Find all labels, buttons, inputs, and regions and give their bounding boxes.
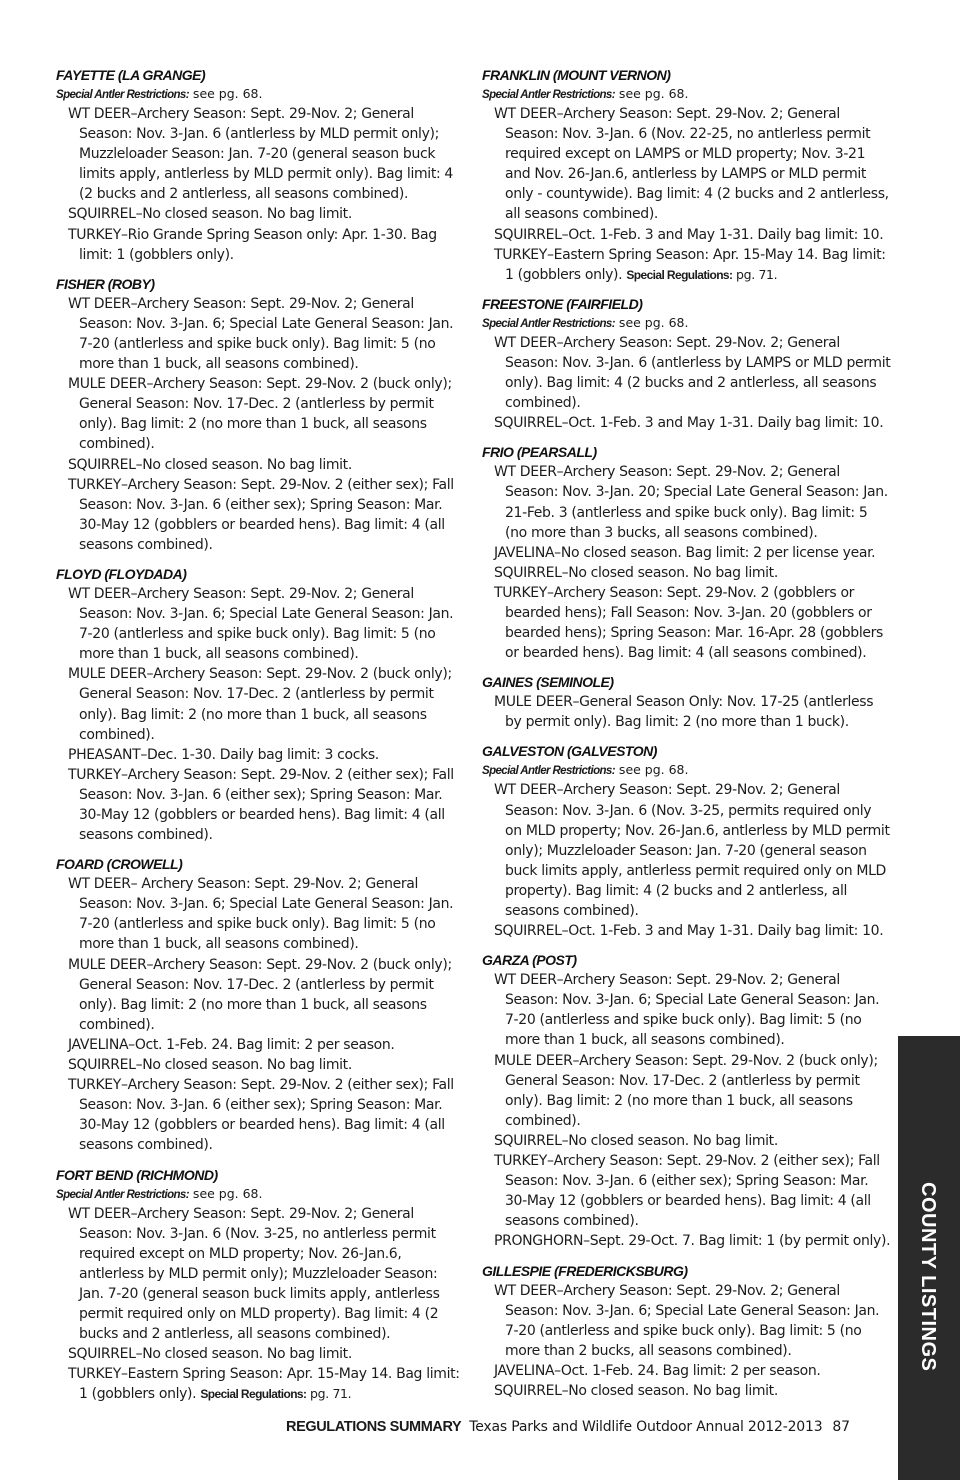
county-title: FREESTONE (FAIRFIELD) [482, 295, 643, 312]
note-text: see pg. 68. [188, 86, 263, 101]
left-column [56, 66, 464, 1414]
regulation-entry: MULE DEER–Archery Season: Sept. 29-Nov. 2 (buck only); General Season: Nov. 17-Dec. 2 (antlerless by permit only). Bag limit: 2 (no more than 1 buck, all seasons combined). [68, 376, 452, 453]
regulation-entry: TURKEY–Archery Season: Sept. 29-Nov. 2 (either sex); Fall Season: Nov. 3-Jan. 6 (either sex); Spring Season: Mar. 30-May 12 (gobblers or bearded hens). Bag limit: 4 (all seasons combined). [68, 766, 454, 844]
regulation-entry: WT DEER–Archery Season: Sept. 29-Nov. 2; General Season: Nov. 3-Jan. 6; Special Late General Season: Jan. 7-20 (antlerless and spike buck only). Bag limit: 5 (no more than 1 buck, all seasons combined). [68, 295, 454, 373]
county-title: FISHER (ROBY) [56, 275, 155, 292]
county-section [482, 1262, 892, 1402]
note-text: see pg. 68. [188, 1185, 263, 1201]
county-title: FLOYD (FLOYDADA) [56, 565, 187, 582]
regulation-entry: SQUIRREL–Oct. 1-Feb. 3 and May 1-31. Daily bag limit: 10. [494, 226, 884, 243]
special-antler-restrictions-note [482, 761, 892, 780]
regulation-entry: WT DEER–Archery Season: Sept. 29-Nov. 2; General Season: Nov. 3-Jan. 20; Special Late General Season: Jan. 21-Feb. 3 (antlerless and spike buck only). Bag limit: 5 (no more than 3 bucks, all seasons combined). [494, 464, 888, 541]
regulation-entry: MULE DEER–Archery Season: Sept. 29-Nov. 2 (buck only); General Season: Nov. 17-Dec. 2 (antlerless by permit only). Bag limit: 2 (no more than 1 buck, all seasons combined). [68, 666, 452, 743]
regulation-entry: MULE DEER–Archery Season: Sept. 29-Nov. 2 (buck only); General Season: Nov. 17-Dec. 2 (antlerless by permit only). Bag limit: 2 (no more than 1 buck, all seasons combined). [68, 956, 452, 1033]
note-text: see pg. 68. [614, 86, 689, 101]
special-regulations-page: pg. 71. [306, 1386, 352, 1402]
note-text: see pg. 68. [614, 314, 689, 330]
regulation-entry: MULE DEER–General Season Only: Nov. 17-25 (antlerless by permit only). Bag limit: 2 (no more than 1 buck). [494, 694, 874, 731]
regulation-entry: TURKEY–Archery Season: Sept. 29-Nov. 2 (either sex); Fall Season: Nov. 3-Jan. 6 (either sex); Spring Season: Mar. 30-May 12 (gobblers or bearded hens). Bag limit: 4 (all seasons combined). [68, 1077, 454, 1154]
county-title: FAYETTE (LA GRANGE) [56, 67, 206, 83]
special-antler-restrictions-note [482, 85, 892, 104]
right-column [482, 66, 892, 1411]
regulation-entry: WT DEER–Archery Season: Sept. 29-Nov. 2; General Season: Nov. 3-Jan. 6 (antlerless by MLD permit only); Muzzleloader Season: Jan. 7-20 (general season buck limits apply, antlerless by MLD permit only). Bag limit: 4 (2 bucks and 2 antlerless, all seasons combined). [68, 106, 453, 203]
note-text: see pg. 68. [614, 762, 689, 778]
regulation-entry: WT DEER–Archery Season: Sept. 29-Nov. 2; General Season: Nov. 3-Jan. 6 (Nov. 3-25, no antlerless permit required except on MLD property; Nov. 26-Jan.6, antlerless by MLD permit only); Muzzleloader Season: Jan. 7-20 (general season buck limits apply, antlerless permit required only on MLD property). Bag limit: 4 (2 bucks and 2 antlerless, all seasons combined). [68, 1205, 440, 1343]
county-title: GALVESTON (GALVESTON) [482, 743, 657, 760]
regulation-entry: SQUIRREL–No closed season. No bag limit. [68, 206, 352, 223]
county-title: FORT BEND (RICHMOND) [56, 1166, 218, 1183]
special-antler-restrictions-note [56, 85, 464, 104]
county-section [56, 855, 464, 1155]
regulation-entry: TURKEY–Archery Season: Sept. 29-Nov. 2 (either sex); Fall Season: Nov. 3-Jan. 6 (either sex); Spring Season: Mar. 30-May 12 (gobblers or bearded hens). Bag limit: 4 (all seasons combined). [68, 476, 454, 553]
regulation-entry: WT DEER–Archery Season: Sept. 29-Nov. 2; General Season: Nov. 3-Jan. 6; Special Late General Season: Jan. 7-20 (antlerless and spike buck only). Bag limit: 5 (no more than 1 buck, all seasons combined). [494, 972, 880, 1049]
regulation-entry: JAVELINA–Oct. 1-Feb. 24. Bag limit: 2 per season. [494, 1362, 821, 1379]
regulation-entry: SQUIRREL–No closed season. No bag limit. [494, 564, 778, 581]
note-label: Special Antler Restrictions: [482, 89, 615, 101]
county-section [482, 66, 892, 285]
regulation-entry: PHEASANT–Dec. 1-30. Daily bag limit: 3 cocks. [68, 746, 379, 763]
entry-text: TURKEY–Eastern Spring Season: Apr. 15-May 14. Bag limit: 1 (gobblers only). [68, 1366, 460, 1403]
regulation-entry: WT DEER– Archery Season: Sept. 29-Nov. 2; General Season: Nov. 3-Jan. 6; Special Late General Season: Jan. 7-20 (antlerless and spike buck only). Bag limit: 5 (no more than 1 buck, all seasons combined). [68, 876, 454, 953]
county-title: GILLESPIE (FREDERICKSBURG) [482, 1262, 688, 1279]
regulation-entry: PRONGHORN–Sept. 29-Oct. 7. Bag limit: 1 (by permit only). [494, 1233, 891, 1250]
special-antler-restrictions-note [56, 1185, 464, 1204]
regulation-entry: WT DEER–Archery Season: Sept. 29-Nov. 2; General Season: Nov. 3-Jan. 6; Special Late General Season: Jan. 7-20 (antlerless and spike buck only). Bag limit: 5 (no more than 1 buck, all seasons combined). [68, 585, 454, 663]
regulation-entry: SQUIRREL–Oct. 1-Feb. 3 and May 1-31. Daily bag limit: 10. [494, 923, 884, 940]
special-antler-restrictions-note [482, 314, 892, 333]
county-section [482, 443, 892, 663]
regulation-entry: TURKEY–Archery Season: Sept. 29-Nov. 2 (either sex); Fall Season: Nov. 3-Jan. 6 (either sex); Spring Season: Mar. 30-May 12 (gobblers or bearded hens). Bag limit: 4 (all seasons combined). [494, 1153, 880, 1230]
footer-label: REGULATIONS SUMMARY [286, 1419, 462, 1435]
regulation-entry: WT DEER–Archery Season: Sept. 29-Nov. 2; General Season: Nov. 3-Jan. 6 (Nov. 3-25, permits required only on MLD property; Nov. 26-Jan.6, antlerless by MLD permit only); Muzzleloader Season: Jan. 7-20 (general season buck limits apply, antlerless permit required only on MLD property). Bag limit: 4 (2 bucks and 2 antlerless, all seasons combined). [494, 782, 890, 919]
county-section [56, 565, 464, 845]
special-regulations-page: pg. 71. [732, 266, 778, 282]
regulation-entry: JAVELINA–No closed season. Bag limit: 2 per license year. [494, 544, 876, 561]
note-label: Special Antler Restrictions: [56, 1188, 189, 1201]
page-number: 87 [832, 1419, 850, 1435]
regulation-entry: SQUIRREL–No closed season. No bag limit. [494, 1382, 778, 1399]
regulation-entry: WT DEER–Archery Season: Sept. 29-Nov. 2; General Season: Nov. 3-Jan. 6 (antlerless by LAMPS or MLD permit only). Bag limit: 4 (2 bucks and 2 antlerless, all seasons combined). [494, 334, 891, 412]
regulation-entry: MULE DEER–Archery Season: Sept. 29-Nov. 2 (buck only); General Season: Nov. 17-Dec. 2 (antlerless by permit only). Bag limit: 2 (no more than 1 buck, all seasons combined). [494, 1052, 878, 1129]
county-section [482, 673, 892, 732]
regulation-entry: SQUIRREL–No closed season. No bag limit. [68, 1346, 352, 1363]
regulation-entry: SQUIRREL–Oct. 1-Feb. 3 and May 1-31. Daily bag limit: 10. [494, 415, 884, 432]
note-label: Special Antler Restrictions: [56, 89, 189, 101]
regulation-entry: SQUIRREL–No closed season. No bag limit. [494, 1132, 778, 1149]
special-regulations-label: Special Regulations: [626, 267, 733, 282]
regulation-entry [56, 1364, 464, 1404]
regulation-entry: WT DEER–Archery Season: Sept. 29-Nov. 2; General Season: Nov. 3-Jan. 6 (Nov. 22-25, no antlerless permit required except on LAMPS or MLD property; Nov. 3-21 and Nov. 26-Jan.6, antlerless by LAMPS or MLD permit only - countywide). Bag limit: 4 (2 bucks and 2 antlerless, all seasons combined). [494, 106, 889, 223]
regulation-entry: JAVELINA–Oct. 1-Feb. 24. Bag limit: 2 per season. [68, 1036, 395, 1053]
regulation-entry: SQUIRREL–No closed season. No bag limit. [68, 456, 352, 473]
regulation-entry: TURKEY–Archery Season: Sept. 29-Nov. 2 (gobblers or bearded hens); Fall Season: Nov. 3-Jan. 20 (gobblers or bearded hens); Spring Season: Mar. 16-Apr. 28 (gobblers or bearded hens). Bag limit: 4 (all seasons combined). [494, 584, 883, 662]
county-title: FOARD (CROWELL) [56, 856, 183, 873]
note-label: Special Antler Restrictions: [482, 317, 615, 330]
county-section [56, 66, 464, 265]
side-tab [898, 1036, 960, 1480]
footer-publication: Texas Parks and Wildlife Outdoor Annual 2012-2013 [469, 1419, 823, 1435]
county-title: GAINES (SEMINOLE) [482, 674, 614, 691]
regulation-entry: SQUIRREL–No closed season. No bag limit. [68, 1057, 352, 1074]
entry-text: TURKEY–Eastern Spring Season: Apr. 15-May 14. Bag limit: 1 (gobblers only). [494, 246, 886, 283]
county-section [56, 1166, 464, 1405]
county-section [482, 742, 892, 941]
county-title: FRIO (PEARSALL) [482, 444, 597, 461]
county-title: GARZA (POST) [482, 952, 577, 969]
page-footer [286, 1416, 906, 1438]
county-section [482, 295, 892, 433]
county-section [482, 951, 892, 1251]
regulation-entry: WT DEER–Archery Season: Sept. 29-Nov. 2; General Season: Nov. 3-Jan. 6; Special Late General Season: Jan. 7-20 (antlerless and spike buck only). Bag limit: 5 (no more than 2 bucks, all seasons combined). [494, 1282, 880, 1359]
county-title: FRANKLIN (MOUNT VERNON) [482, 67, 671, 83]
side-tab-label: COUNTY LISTINGS [917, 1182, 939, 1372]
special-regulations-label: Special Regulations: [200, 1387, 307, 1402]
note-label: Special Antler Restrictions: [482, 765, 615, 778]
regulation-entry: TURKEY–Rio Grande Spring Season only: Apr. 1-30. Bag limit: 1 (gobblers only). [68, 226, 437, 263]
regulation-entry [482, 245, 892, 285]
county-section [56, 275, 464, 555]
